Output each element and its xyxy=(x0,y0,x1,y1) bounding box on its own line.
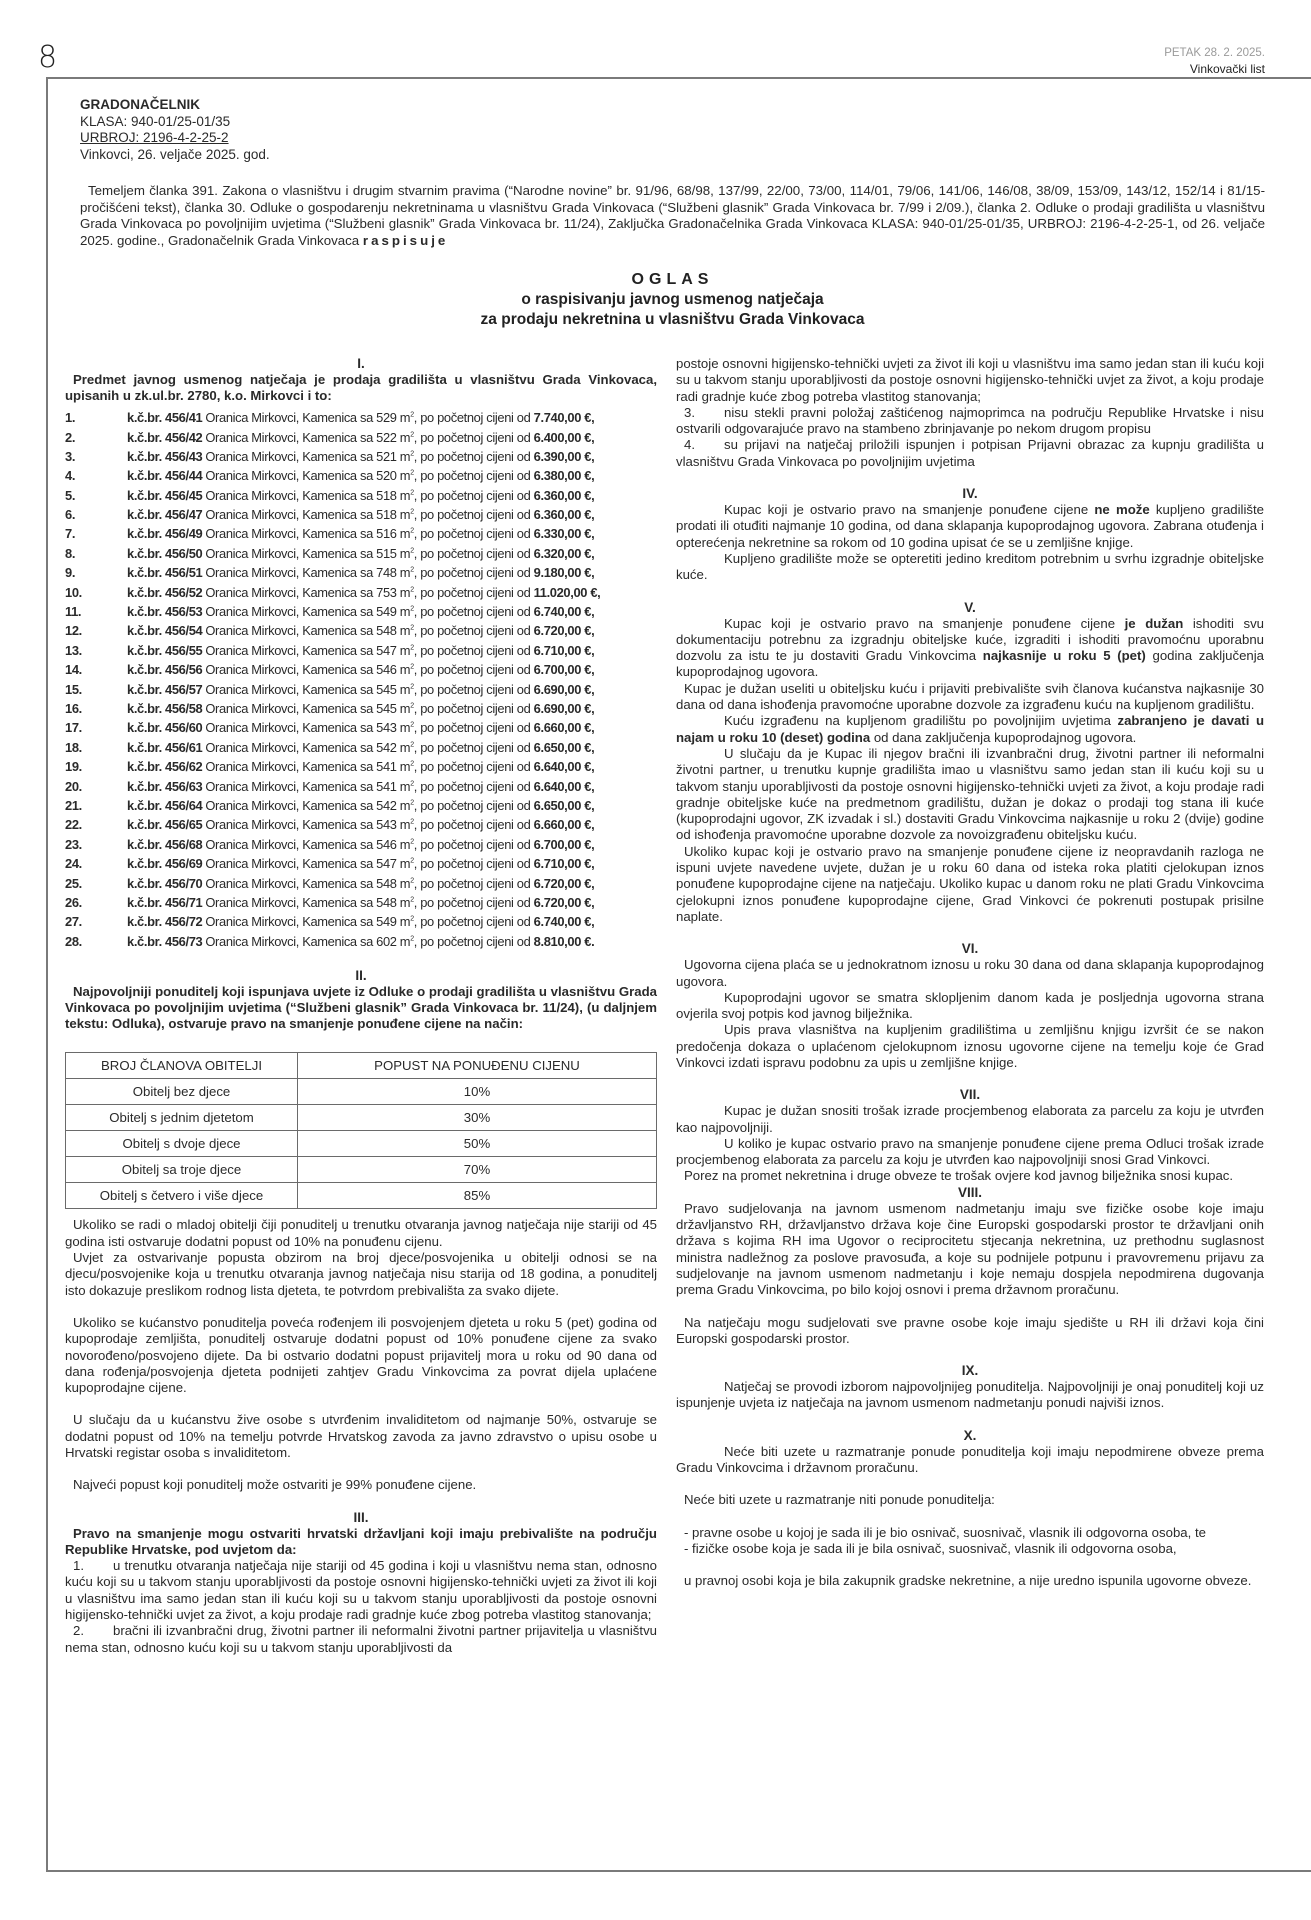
section-10-number: X. xyxy=(963,1427,977,1443)
lot-item xyxy=(65,738,657,757)
starting-price: 6.360,00 €, xyxy=(533,487,595,503)
table-row xyxy=(66,1157,657,1183)
right-column xyxy=(676,356,1264,1590)
section-2-para-newborn: Ukoliko se kućanstvo ponuditelja poveća rođenjem ili posvojenjem djeteta u roku 5 (pet) godina od kupoprodaje zemljišta, ponuditelj ostvaruje dodatni popust od 10% ponuđene cijene za svako novorođeno/posvojeno dijete. Da bi ostvario dodatni popust prijavitelj mora u roku od 90 dana od dana rođenja/posvojenja djeteta podnijeti zahtjev Gradu Vinkovcima za povrat dijela uplaćene kupoprodajne cijene. xyxy=(65,1314,657,1396)
condition-text: u trenutku otvaranja natječaja nije stariji od 45 godina i koji u vlasništvu nema stan, odnosno kuću koji su u takvom stanju uporabljivosti da postoje osnovni higijensko-tehnički uvjeti za život ili koji u vlasništvu ima samo jedan stan ili kuću koji su u takvom stanju uporabljivosti da postoje osnovni higijensko-tehnički uvjet za život, a koju prodaje radi gradnje kuće zbog potreba vlastitog stanovanja; xyxy=(65,1558,657,1623)
lot-description: Oranica Mirkovci, Kamenica sa 548 $m^2$, po početnoj cijeni od xyxy=(205,623,534,639)
left-column xyxy=(65,356,657,1656)
table-row xyxy=(66,1131,657,1157)
section-3-number: III. xyxy=(353,1509,369,1525)
section-2-intro: Najpovoljniji ponuditelj koji ispunjava uvjete iz Odluke o prodaji gradilišta u vlasništvu Grada Vinkovaca po povoljnijim uvjetima (“Službeni glasnik” Grada Vinkovaca br. 11/24), (u daljnjem tekstu: Odluka), ostvaruje pravo na smanjenje ponuđene cijene na način: xyxy=(65,983,657,1032)
section-10-para-2: Neće biti uzete u razmatranje niti ponude ponuditelja: xyxy=(684,1492,995,1508)
cadastral-parcel: k.č.br. 456/58 xyxy=(127,701,203,716)
condition-item xyxy=(676,405,1264,438)
issuer-office: GRADONAČELNIK xyxy=(80,97,200,112)
area-unit-superscript: 2 xyxy=(410,683,414,691)
starting-price: 7.740,00 €, xyxy=(533,410,595,426)
lot-item xyxy=(65,544,657,563)
lot-description: Oranica Mirkovci, Kamenica sa 548 $m^2$, po početnoj cijeni od xyxy=(205,875,534,891)
lot-number: 16. xyxy=(65,701,82,716)
emphasis: je dužan xyxy=(1124,615,1184,631)
section-2-para-children-age: Uvjet za ostvarivanje popusta obzirom na broj djece/posvojenika u obitelji odnosi se na djecu/posvojenike koja u trenutku otvaranja javnog natječaja nisu starija od 18 godina, a ponuditelj isto dokazuje preslikom rodnog lista djeteta, te potvrdom prebivališta za svako dijete. xyxy=(65,1250,657,1298)
lot-item xyxy=(65,758,657,777)
lot-item xyxy=(65,913,657,932)
area-unit-superscript: 2 xyxy=(410,819,414,827)
section-7-number: VII. xyxy=(959,1087,981,1103)
area-unit-superscript: 2 xyxy=(410,780,414,788)
section-1-intro: Predmet javnog usmenog natječaja je prodaja gradilišta u vlasništvu Grada Vinkovaca, upisanih u zk.ul.br. 2780, k.o. Mirkovci i to: xyxy=(65,372,657,404)
cadastral-parcel: k.č.br. 456/42 xyxy=(127,429,203,445)
lot-item xyxy=(65,564,657,583)
section-2-para-disability: U slučaju da u kućanstvu žive osobe s utvrđenim invaliditetom od najmanje 50%, ostvaruje se dodatni popust od 10% na temelju potvrde Hrvatskog zavoda za javno zdravstvo o upisu osobe u Hrvatski registar osoba s invaliditetom. xyxy=(65,1412,657,1460)
area-unit-superscript: 2 xyxy=(410,566,414,574)
area-unit-superscript: 2 xyxy=(410,663,414,671)
lot-item xyxy=(65,486,657,505)
title-line-3: za prodaju nekretnina u vlasništvu Grada Vinkovaca xyxy=(480,311,865,328)
lot-item xyxy=(65,428,657,447)
discount-value: 85% xyxy=(298,1183,657,1209)
lot-item xyxy=(65,932,657,951)
cadastral-parcel: k.č.br. 456/50 xyxy=(127,545,203,561)
condition-text: nisu stekli pravni položaj zaštićenog najmoprimca na području Republike Hrvatske i nisu ostvarili odgovarajuće pravo na stambeno zbrinjavanje po nekom drugom propisu xyxy=(676,404,1264,437)
area-unit-superscript: 2 xyxy=(410,799,414,807)
lot-description: Oranica Mirkovci, Kamenica sa 543 $m^2$, po početnoj cijeni od xyxy=(205,817,534,833)
section-6-para-3: Upis prava vlasništva na kupljenim gradilištima u zemljišnu knjigu izvršit će se nakon predočenja dokaza o uplaćenom cjelokupnom iznosu ugovorne cijene na temelju koje će Grad Vinkovci izdati ispravu podobnu za upis u zemljišne knjige. xyxy=(676,1022,1264,1070)
starting-price: 6.380,00 €, xyxy=(533,468,595,484)
area-unit-superscript: 2 xyxy=(410,741,414,749)
lot-number: 13. xyxy=(65,642,82,658)
lot-description: Oranica Mirkovci, Kamenica sa 522 $m^2$, po početnoj cijeni od xyxy=(205,429,534,445)
section-5-para-4: U slučaju da je Kupac ili njegov bračni ili izvanbračni drug, životni partner ili neformalni životni partner, u trenutku kupnje gradilišta imao u vlasništvu samo jedan stan ili kuću koji su u takvom stanju uporabljivosti da postoje osnovni higijensko-tehnički uvjeti za život, a koju prodaje radi gradnje obiteljske kuće na predmetnom gradilištu, dužan je dokaz o prodaji tog stana ili kuće (kupoprodajni ugovor, ZK izvadak i sl.) dostaviti Gradu Vinkovcima najkasnije u roku 2 (dvije) godine od ishođenja pravomoćne uporabne dozvole za novoizgrađenu obiteljsku kuću. xyxy=(676,745,1264,843)
lot-item xyxy=(65,855,657,874)
text-run: od dana zaključenja kupoprodajnog ugovora. xyxy=(870,729,1137,745)
lot-number: 15. xyxy=(65,681,82,697)
exclusion-item: - fizičke osobe koja je sada ili je bila osnivač, suosnivač, vlasnik ili odgovorna osoba, xyxy=(684,1540,1177,1556)
lot-item xyxy=(65,409,657,428)
page-number: 8 xyxy=(38,40,58,75)
area-unit-superscript: 2 xyxy=(410,411,414,419)
starting-price: 6.640,00 €, xyxy=(533,778,595,794)
section-8-para-1: Pravo sudjelovanja na javnom usmenom nadmetanju imaju sve fizičke osobe koje imaju državljanstvo RH, državljanstvo država koje čine Europski gospodarski prostor te državljani onih država s kojima RH ima Ugovor o reciprocitetu stjecanja nekretnina, uz prethodnu suglasnost ministra nadležnog za poslove pravosuđa, a koje su podnijele potpunu i pravovremenu prijavu za sudjelovanje na javnom usmenom nadmetanju i koje nemaju dospjela nepodmirena dugovanja prema Gradu Vinkovcima, po bilo kojoj osnovi i prema državnom proračunu. xyxy=(676,1200,1264,1298)
cadastral-parcel: k.č.br. 456/45 xyxy=(127,487,203,503)
lot-description: Oranica Mirkovci, Kamenica sa 521 $m^2$, po početnoj cijeni od xyxy=(205,448,534,464)
area-unit-superscript: 2 xyxy=(410,896,414,904)
condition-number: 2. xyxy=(73,1623,84,1639)
cadastral-parcel: k.č.br. 456/44 xyxy=(127,468,203,484)
cadastral-parcel: k.č.br. 456/54 xyxy=(127,623,203,639)
section-2-para-max-discount: Najveći popust koji ponuditelj može ostvariti je 99% ponuđene cijene. xyxy=(73,1477,477,1493)
lot-number: 11. xyxy=(65,604,82,620)
area-unit-superscript: 2 xyxy=(410,508,414,516)
lot-number: 20. xyxy=(65,778,82,794)
table-header-cell: POPUST NA PONUĐENU CIJENU xyxy=(298,1053,657,1079)
lot-description: Oranica Mirkovci, Kamenica sa 515 $m^2$, po početnoj cijeni od xyxy=(205,545,534,561)
starting-price: 6.660,00 €, xyxy=(533,817,595,833)
emphasis: najkasnije u roku 5 (pet) xyxy=(982,648,1146,664)
lot-number: 23. xyxy=(65,836,82,852)
area-unit-superscript: 2 xyxy=(410,547,414,555)
cadastral-parcel: k.č.br. 456/63 xyxy=(127,778,203,794)
text-run: ishoditi svu dokumentaciju potrebnu za izgradnju obiteljske kuće, izgraditi i ishoditi pravomoćnu uporabnu dozvolu za istu te ju dostaviti Gradu Vinkovcima xyxy=(676,615,1265,664)
section-5-para-3 xyxy=(676,713,1264,746)
title-main: OGLAS xyxy=(631,271,714,288)
cadastral-parcel: k.č.br. 456/49 xyxy=(127,526,203,542)
condition-item xyxy=(65,1623,657,1656)
lot-list xyxy=(65,409,657,952)
discount-value: 30% xyxy=(298,1105,657,1131)
section-5-number: V. xyxy=(964,599,976,615)
starting-price: 6.320,00 €, xyxy=(533,545,595,561)
lot-description: Oranica Mirkovci, Kamenica sa 529 $m^2$, po početnoj cijeni od xyxy=(205,410,534,426)
text-run: Kupac koji je ostvario pravo na smanjenje ponuđene cijene xyxy=(724,615,1125,631)
starting-price: 6.720,00 €, xyxy=(533,894,595,910)
exclusion-item: - pravne osobe u kojoj je sada ili je bio osnivač, suosnivač, vlasnik ili odgovorna osoba, te xyxy=(684,1524,1206,1540)
lot-number: 6. xyxy=(65,507,76,523)
notice-title xyxy=(80,270,1265,330)
cadastral-parcel: k.č.br. 456/65 xyxy=(127,817,203,833)
lot-item xyxy=(65,680,657,699)
lot-description: Oranica Mirkovci, Kamenica sa 602 $m^2$, po početnoj cijeni od xyxy=(205,933,534,949)
klasa: KLASA: 940-01/25-01/35 xyxy=(80,113,231,129)
lot-item xyxy=(65,467,657,486)
section-2-para-young-family: Ukoliko se radi o mladoj obitelji čiji ponuditelj u trenutku otvaranja javnog natječaja nije stariji od 45 godina isti ostvaruje dodatni popust od 10% na ponuđenu cijenu. xyxy=(65,1217,657,1249)
area-unit-superscript: 2 xyxy=(410,702,414,710)
table-header-row xyxy=(66,1053,657,1079)
starting-price: 6.640,00 €, xyxy=(533,759,595,775)
discount-value: 50% xyxy=(298,1131,657,1157)
lot-item xyxy=(65,777,657,796)
condition-text: su prijavi na natječaj priložili ispunjen i potpisan Prijavni obrazac za kupnju gradilišta u vlasništvu Grada Vinkovaca po povoljnijim uvjetima xyxy=(676,437,1264,469)
starting-price: 6.700,00 €, xyxy=(533,836,595,852)
lot-number: 9. xyxy=(65,565,76,581)
family-type: Obitelj s četvero i više djece xyxy=(66,1183,298,1209)
lot-description: Oranica Mirkovci, Kamenica sa 520 $m^2$, po početnoj cijeni od xyxy=(205,468,534,484)
family-type: Obitelj s jednim djetetom xyxy=(66,1105,298,1131)
lot-number: 1. xyxy=(65,410,76,426)
lot-item xyxy=(65,525,657,544)
section-5-para-2: Kupac je dužan useliti u obiteljsku kuću i prijaviti prebivalište svih članova kućanstva najkasnije 30 dana od dana ishođenja pravomoćne uporabne dozvole za izgrađenu kuću na kupljenom gradilištu. xyxy=(676,680,1264,713)
lot-description: Oranica Mirkovci, Kamenica sa 543 $m^2$, po početnoj cijeni od xyxy=(205,720,534,736)
starting-price: 6.690,00 €, xyxy=(533,701,595,716)
area-unit-superscript: 2 xyxy=(410,431,414,439)
discount-value: 10% xyxy=(298,1079,657,1105)
urbroj: URBROJ: 2196-4-2-25-2 xyxy=(80,130,229,145)
text-run: Kuću izgrađenu na kupljenom gradilištu po povoljnijim uvjetima xyxy=(724,713,1118,729)
section-8-para-2: Na natječaju mogu sudjelovati sve pravne osobe koje imaju sjedište u RH ili državi koja čini Europski gospodarski prostor. xyxy=(676,1314,1264,1346)
cadastral-parcel: k.č.br. 456/55 xyxy=(127,642,203,658)
lot-number: 26. xyxy=(65,894,82,910)
emphasis: ne može xyxy=(1094,502,1150,518)
starting-price: 6.650,00 €, xyxy=(533,797,595,813)
discount-table xyxy=(65,1052,657,1209)
section-7-para-1: Kupac je dužan snositi trošak izrade procjembenog elaborata za parcelu za koju je utvrđen kao najpovoljniji. xyxy=(676,1103,1264,1135)
lot-description: Oranica Mirkovci, Kamenica sa 516 $m^2$, po početnoj cijeni od xyxy=(205,526,534,542)
text-run: godina zaključenja kupoprodajnog ugovora. xyxy=(676,648,1265,680)
starting-price: 6.390,00 €, xyxy=(533,448,595,464)
text-run: Kupac koji je ostvario pravo na smanjenje ponuđene cijene xyxy=(724,502,1095,518)
section-6-para-2: Kupoprodajni ugovor se smatra sklopljenim danom kada je posljednja ugovorna strana ovjerila svoj potpis kod javnog bilježnika. xyxy=(676,989,1264,1022)
starting-price: 11.020,00 €, xyxy=(533,584,601,600)
lot-number: 7. xyxy=(65,526,76,542)
area-unit-superscript: 2 xyxy=(410,605,414,613)
cadastral-parcel: k.č.br. 456/53 xyxy=(127,604,203,620)
lot-description: Oranica Mirkovci, Kamenica sa 547 $m^2$, po početnoj cijeni od xyxy=(205,642,534,658)
masthead xyxy=(1164,45,1265,77)
lot-number: 24. xyxy=(65,856,82,872)
table-row xyxy=(66,1105,657,1131)
lot-number: 14. xyxy=(65,662,82,678)
section-5-para-5: Ukoliko kupac koji je ostvario pravo na smanjenje ponuđene cijene iz neopravdanih razloga ne ispuni uvjete navedene uvjete, dužan je u roku 60 dana od isteka roka platiti cjelokupan iznos ponuđene kupoprodajne cijene na natječaju. Ukoliko kupac u danom roku ne plati Gradu Vinkovcima cjelokupni iznos ponuđene kupoprodajne cijene, Grad Vinkovci će pokrenuti postupak prisilne naplate. xyxy=(676,843,1264,924)
condition-number: 4. xyxy=(684,437,695,453)
section-4-para-2: Kupljeno gradilište može se opteretiti jedino kreditom potrebnim u svrhu izgradnje obiteljske kuće. xyxy=(676,550,1264,583)
cadastral-parcel: k.č.br. 456/56 xyxy=(127,662,203,678)
lot-item xyxy=(65,893,657,912)
section-7-para-2: U koliko je kupac ostvario pravo na smanjenje ponuđene cijene prema Odluci trošak izrade procjembenog elaborata za parcelu za koju je utvrđen kao najpovoljniji snosi Grad Vinkovci. xyxy=(676,1135,1264,1168)
lot-description: Oranica Mirkovci, Kamenica sa 545 $m^2$, po početnoj cijeni od xyxy=(205,701,534,716)
cadastral-parcel: k.č.br. 456/71 xyxy=(127,894,203,910)
lot-number: 5. xyxy=(65,487,76,503)
lot-description: Oranica Mirkovci, Kamenica sa 549 $m^2$, po početnoj cijeni od xyxy=(205,914,534,930)
cadastral-parcel: k.č.br. 456/70 xyxy=(127,875,203,891)
condition-text: bračni ili izvanbračni drug, životni partner ili neformalni životni partner prijavitelja u vlasništvu nema stan, odnosno kuću koji su u takvom stanju uporabljivosti da xyxy=(65,1623,657,1655)
cadastral-parcel: k.č.br. 456/72 xyxy=(127,914,203,930)
table-row xyxy=(66,1183,657,1209)
section-8-number: VIII. xyxy=(957,1184,982,1200)
lot-description: Oranica Mirkovci, Kamenica sa 518 $m^2$, po početnoj cijeni od xyxy=(205,487,534,503)
section-5-para-1 xyxy=(676,616,1264,681)
lot-item xyxy=(65,447,657,466)
area-unit-superscript: 2 xyxy=(410,935,414,943)
lot-number: 17. xyxy=(65,720,82,736)
lot-number: 28. xyxy=(65,933,82,949)
area-unit-superscript: 2 xyxy=(410,857,414,865)
starting-price: 6.740,00 €, xyxy=(533,604,595,620)
lot-number: 21. xyxy=(65,797,82,813)
lot-description: Oranica Mirkovci, Kamenica sa 546 $m^2$, po početnoj cijeni od xyxy=(205,662,534,678)
lot-description: Oranica Mirkovci, Kamenica sa 518 $m^2$, po početnoj cijeni od xyxy=(205,507,534,523)
lot-number: 25. xyxy=(65,875,82,891)
starting-price: 6.660,00 €, xyxy=(533,720,595,736)
starting-price: 6.650,00 €, xyxy=(533,739,595,755)
area-unit-superscript: 2 xyxy=(410,760,414,768)
preamble-closing: raspisuje xyxy=(362,232,449,248)
lot-item xyxy=(65,816,657,835)
lot-description: Oranica Mirkovci, Kamenica sa 549 $m^2$, po početnoj cijeni od xyxy=(205,604,534,620)
lot-number: 8. xyxy=(65,545,76,561)
lot-item xyxy=(65,641,657,660)
cadastral-parcel: k.č.br. 456/61 xyxy=(127,739,203,755)
area-unit-superscript: 2 xyxy=(410,916,414,923)
area-unit-superscript: 2 xyxy=(410,528,414,536)
lot-description: Oranica Mirkovci, Kamenica sa 753 $m^2$, po početnoj cijeni od xyxy=(205,584,534,600)
section-3-intro: Pravo na smanjenje mogu ostvariti hrvatski državljani koji imaju prebivalište na području Republike Hrvatske, pod uvjetom da: xyxy=(65,1525,657,1557)
publication-name: Vinkovački list xyxy=(1189,62,1265,76)
lot-description: Oranica Mirkovci, Kamenica sa 748 $m^2$, po početnoj cijeni od xyxy=(205,565,534,581)
section-6-para-1: Ugovorna cijena plaća se u jednokratnom iznosu u roku 30 dana od dana sklapanja kupoprodajnog ugovora. xyxy=(676,957,1264,989)
lot-item xyxy=(65,661,657,680)
lot-item xyxy=(65,835,657,854)
condition-number: 1. xyxy=(73,1558,84,1574)
lot-number: 4. xyxy=(65,468,76,484)
cadastral-parcel: k.č.br. 456/47 xyxy=(127,507,203,523)
condition-number: 3. xyxy=(684,404,695,420)
lot-number: 27. xyxy=(65,914,82,930)
lot-description: Oranica Mirkovci, Kamenica sa 542 $m^2$, po početnoj cijeni od xyxy=(205,797,534,813)
area-unit-superscript: 2 xyxy=(410,877,414,885)
section-7-para-3: Porez na promet nekretnina i druge obveze te trošak ovjere kod javnog bilježnika snosi kupac. xyxy=(684,1168,1234,1184)
table-row xyxy=(66,1079,657,1105)
preamble-text: Temeljem članka 391. Zakona o vlasništvu i drugim stvarnim pravima (“Narodne novine” br. 91/96, 68/98, 137/99, 22/00, 73/00, 114/01, 79/06, 141/06, 146/08, 38/09, 153/09, 143/12, 152/14 i 81/15-pročišćeni tekst), članka 30. Odluke o gospodarenju nekretninama u vlasništvu Grada Vinkovaca (“Službeni glasnik” Grada Vinkovaca br. 7/99 i 2/09.), članka 2. Odluke o prodaji gradilišta u vlasništvu Grada Vinkovaca po povoljnijim uvjetima (“Službeni glasnik” Grada Vinkovaca br. 11/24), Zaključka Gradonačelnika Grada Vinkovaca KLASA: 940-01/25-01/35, URBROJ: 2196-4-2-25-1, od 26. veljače 2025. godine., Gradonačelnik Grada Vinkovaca xyxy=(80,183,1265,248)
lot-description: Oranica Mirkovci, Kamenica sa 541 $m^2$, po početnoj cijeni od xyxy=(205,778,534,794)
area-unit-superscript: 2 xyxy=(410,489,414,497)
lot-number: 22. xyxy=(65,817,82,833)
family-type: Obitelj sa troje djece xyxy=(66,1157,298,1183)
lot-description: Oranica Mirkovci, Kamenica sa 542 $m^2$, po početnoj cijeni od xyxy=(205,739,534,755)
cadastral-parcel: k.č.br. 456/51 xyxy=(127,565,203,581)
cadastral-parcel: k.č.br. 456/69 xyxy=(127,856,203,872)
area-unit-superscript: 2 xyxy=(410,838,414,846)
lot-description: Oranica Mirkovci, Kamenica sa 546 $m^2$, po početnoj cijeni od xyxy=(205,836,534,852)
condition-item xyxy=(65,1558,657,1623)
family-type: Obitelj s dvoje djece xyxy=(66,1131,298,1157)
lot-description: Oranica Mirkovci, Kamenica sa 541 $m^2$, po početnoj cijeni od xyxy=(205,759,534,775)
place-date: Vinkovci, 26. veljače 2025. god. xyxy=(80,146,270,162)
starting-price: 8.810,00 €. xyxy=(533,933,595,949)
cadastral-parcel: k.č.br. 456/52 xyxy=(127,584,203,600)
lot-item xyxy=(65,719,657,738)
lot-description: Oranica Mirkovci, Kamenica sa 545 $m^2$, po početnoj cijeni od xyxy=(205,681,534,697)
table-header-cell: BROJ ČLANOVA OBITELJI xyxy=(66,1053,298,1079)
condition-item xyxy=(676,437,1264,470)
starting-price: 6.400,00 €, xyxy=(533,429,595,445)
section-4-number: IV. xyxy=(962,486,978,502)
title-line-2: o raspisivanju javnog usmenog natječaja xyxy=(521,291,824,308)
cadastral-parcel: k.č.br. 456/73 xyxy=(127,933,203,949)
lot-number: 2. xyxy=(65,429,76,445)
lot-description: Oranica Mirkovci, Kamenica sa 548 $m^2$, po početnoj cijeni od xyxy=(205,894,534,910)
area-unit-superscript: 2 xyxy=(410,586,414,594)
starting-price: 9.180,00 €, xyxy=(533,565,595,581)
area-unit-superscript: 2 xyxy=(410,722,414,730)
section-10-para-3: u pravnoj osobi koja je bila zakupnik gradske nekretnine, a nije uredno ispunila ugovorne obveze. xyxy=(684,1573,1252,1589)
cadastral-parcel: k.č.br. 456/60 xyxy=(127,720,203,736)
area-unit-superscript: 2 xyxy=(410,625,414,633)
lot-item xyxy=(65,699,657,718)
starting-price: 6.720,00 €, xyxy=(533,623,595,639)
section-2-number: II. xyxy=(355,967,367,983)
issue-date: PETAK 28. 2. 2025. xyxy=(1164,47,1265,59)
lot-item xyxy=(65,506,657,525)
cadastral-parcel: k.č.br. 456/41 xyxy=(127,410,203,426)
text-run: kupljeno gradilište prodati ili otuđiti najmanje 10 godina, od dana sklapanja kupoprodajnog ugovora. Zabrana otuđenja i opterećenja nekretnine sa rokom od 10 godina upisat će se u zemljišne knjige. xyxy=(676,502,1264,550)
starting-price: 6.710,00 €, xyxy=(533,856,595,872)
area-unit-superscript: 2 xyxy=(410,470,414,478)
area-unit-superscript: 2 xyxy=(410,450,414,458)
lot-number: 12. xyxy=(65,623,82,639)
starting-price: 6.700,00 €, xyxy=(533,662,595,678)
starting-price: 6.710,00 €, xyxy=(533,642,595,658)
condition-continuation: postoje osnovni higijensko-tehnički uvjeti za život ili koji u vlasništvu ima samo jedan stan ili kuću koji su u takvom stanju uporabljivosti da postoje osnovni higijensko-tehnički uvjet za život, a koju prodaje radi gradnje kuće zbog potreba vlastitog stanovanja; xyxy=(676,356,1264,404)
cadastral-parcel: k.č.br. 456/43 xyxy=(127,448,203,464)
lot-number: 19. xyxy=(65,759,82,775)
section-9-para-1: Natječaj se provodi izborom najpovoljnijeg ponuditelja. Najpovoljniji je onaj ponuditelj koji uz ispunjenje uvjeta iz natječaja na javnom usmenom nadmetanju ponudi najviši iznos. xyxy=(676,1379,1264,1411)
preamble xyxy=(80,183,1265,249)
starting-price: 6.740,00 €, xyxy=(533,914,595,930)
section-6-number: VI. xyxy=(961,941,979,957)
lot-item xyxy=(65,622,657,641)
discount-value: 70% xyxy=(298,1157,657,1183)
issuer-block xyxy=(80,97,270,163)
area-unit-superscript: 2 xyxy=(410,644,414,652)
section-9-number: IX. xyxy=(961,1363,979,1379)
lot-number: 18. xyxy=(65,739,82,755)
lot-item xyxy=(65,583,657,602)
lot-number: 10. xyxy=(65,584,82,600)
lot-item xyxy=(65,874,657,893)
cadastral-parcel: k.č.br. 456/57 xyxy=(127,681,203,697)
starting-price: 6.330,00 €, xyxy=(533,526,595,542)
cadastral-parcel: k.č.br. 456/62 xyxy=(127,759,203,775)
starting-price: 6.360,00 €, xyxy=(533,507,595,523)
starting-price: 6.690,00 €, xyxy=(533,681,595,697)
section-4-para-1 xyxy=(676,502,1264,551)
cadastral-parcel: k.č.br. 456/68 xyxy=(127,836,203,852)
cadastral-parcel: k.č.br. 456/64 xyxy=(127,797,203,813)
lot-description: Oranica Mirkovci, Kamenica sa 547 $m^2$, po početnoj cijeni od xyxy=(205,856,534,872)
family-type: Obitelj bez djece xyxy=(66,1079,298,1105)
section-1-number: I. xyxy=(357,356,365,371)
lot-number: 3. xyxy=(65,448,76,464)
lot-item xyxy=(65,603,657,622)
emphasis: zabranjeno je davati u najam u roku 10 (deset) godina xyxy=(676,713,1264,745)
section-10-para-1: Neće biti uzete u razmatranje ponude ponuditelja koji imaju nepodmirene obveze prema Gradu Vinkovcima i državnom proračunu. xyxy=(676,1443,1264,1476)
starting-price: 6.720,00 €, xyxy=(533,875,595,891)
lot-item xyxy=(65,796,657,815)
